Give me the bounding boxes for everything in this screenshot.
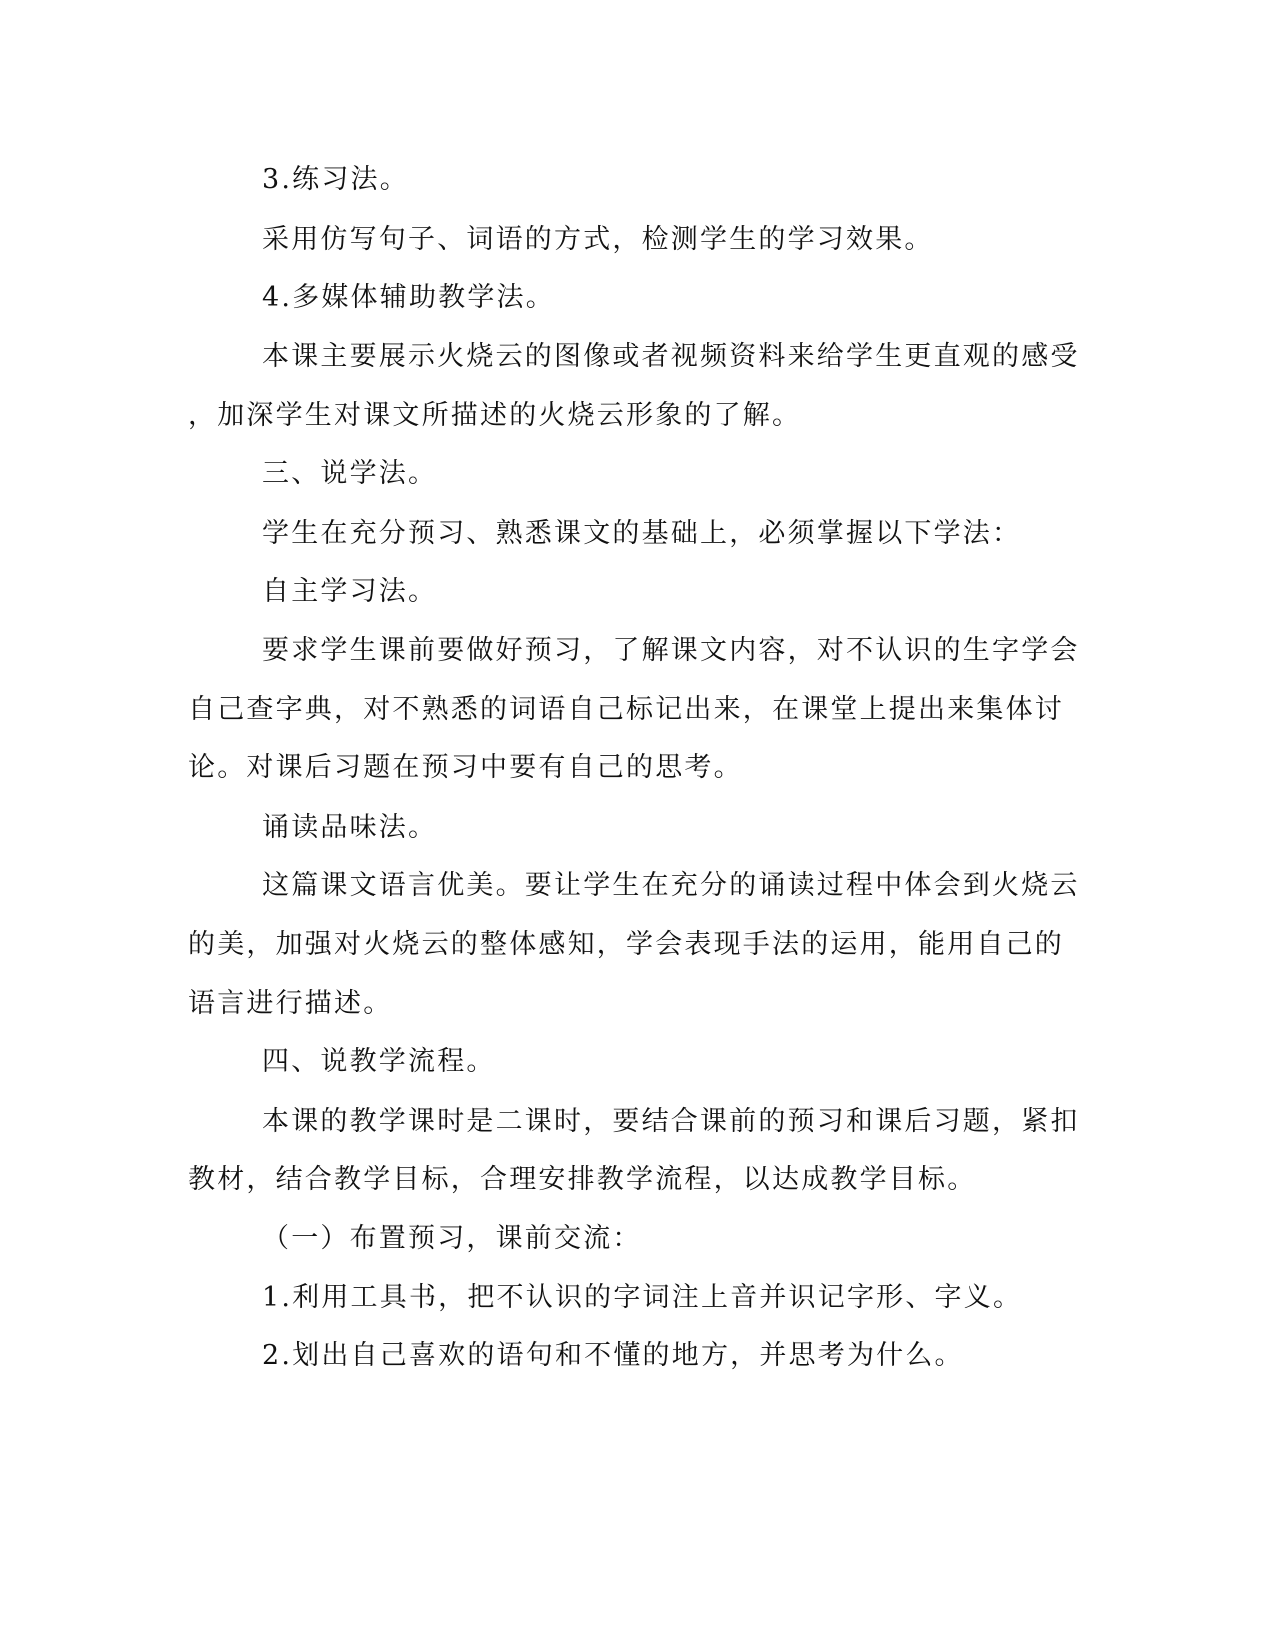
- list-item: 2.划出自己喜欢的语句和不懂的地方，并思考为什么。: [262, 1340, 964, 1371]
- paragraph: 本课主要展示火烧云的图像或者视频资料来给学生更直观的感受: [262, 341, 1080, 372]
- list-item-practice-method: 3.练习法。: [262, 164, 409, 195]
- paragraph-continuation: 语言进行描述。: [188, 988, 393, 1019]
- paragraph: 这篇课文语言优美。要让学生在充分的诵读过程中体会到火烧云: [262, 870, 1080, 901]
- paragraph-continuation: 的美，加强对火烧云的整体感知，学会表现手法的运用，能用自己的: [188, 929, 1064, 960]
- section-heading: 三、说学法。: [262, 458, 438, 489]
- paragraph-continuation: 论。对课后习题在预习中要有自己的思考。: [188, 752, 743, 783]
- paragraph: 学生在充分预习、熟悉课文的基础上，必须掌握以下学法：: [262, 518, 1022, 549]
- paragraph: 采用仿写句子、词语的方式，检测学生的学习效果。: [262, 224, 934, 255]
- subheading: 自主学习法。: [262, 576, 438, 607]
- paragraph: 本课的教学课时是二课时，要结合课前的预习和课后习题，紧扣: [262, 1106, 1080, 1137]
- list-item: 1.利用工具书，把不认识的字词注上音并识记字形、字义。: [262, 1282, 1023, 1313]
- section-heading: 四、说教学流程。: [262, 1046, 496, 1077]
- paragraph-continuation: ，加深学生对课文所描述的火烧云形象的了解。: [188, 400, 802, 431]
- list-item-multimedia-method: 4.多媒体辅助教学法。: [262, 282, 555, 313]
- paragraph-continuation: 教材，结合教学目标，合理安排教学流程，以达成教学目标。: [188, 1164, 977, 1195]
- paragraph-continuation: 自己查字典，对不熟悉的词语自己标记出来，在课堂上提出来集体讨: [188, 694, 1064, 725]
- subheading: （一）布置预习，课前交流：: [262, 1223, 642, 1254]
- subheading: 诵读品味法。: [262, 812, 438, 843]
- paragraph: 要求学生课前要做好预习，了解课文内容，对不认识的生字学会: [262, 635, 1080, 666]
